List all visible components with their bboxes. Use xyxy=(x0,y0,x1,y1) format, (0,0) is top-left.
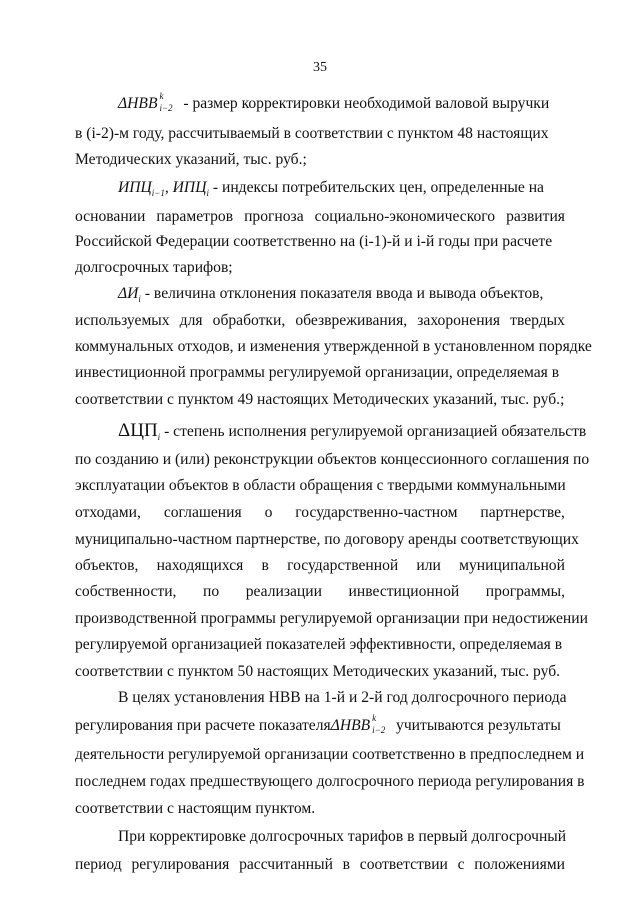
formula-subscript: i xyxy=(157,432,161,442)
formula-superscript: k xyxy=(159,91,164,101)
line-text: - степень исполнения регулируемой организацией обязательств xyxy=(160,423,587,440)
word: в xyxy=(261,557,269,574)
formula-indices xyxy=(157,91,179,113)
word: используемых xyxy=(75,312,170,329)
word: обезвреживания, xyxy=(295,312,408,329)
line-1 xyxy=(118,91,550,114)
formula-delta-nvv xyxy=(118,91,179,113)
word: собственности, xyxy=(75,583,177,600)
word: рассчитанный xyxy=(239,856,333,873)
word: программы, xyxy=(485,583,565,600)
line-text: - размер корректировки необходимой валовой выручки xyxy=(179,95,550,112)
line-6: Российской Федерации соответственно на (i-1)-й и i-й годы при расчете xyxy=(75,233,553,250)
formula-separator: , xyxy=(164,179,173,196)
line-9 xyxy=(75,311,565,331)
word: соответствии xyxy=(359,856,448,873)
line-20: производственной программы регулируемой организации при недостижении xyxy=(75,610,588,627)
word: для xyxy=(179,312,203,329)
line-21: регулируемой организацией показателей эффективности, определяемая в xyxy=(75,636,563,653)
word: партнерстве, xyxy=(480,504,565,521)
formula-subscript: i xyxy=(138,294,141,304)
formula-main: ΔНВВ xyxy=(330,717,371,734)
word: в xyxy=(342,856,351,873)
line-18 xyxy=(75,556,565,576)
word: или xyxy=(416,557,441,574)
word: регулирования xyxy=(131,856,230,873)
line-12: соответствии с пунктом 49 настоящих Методических указаний, тыс. руб.; xyxy=(75,391,565,408)
formula-indices xyxy=(370,713,392,735)
formula-delta-i xyxy=(118,285,141,302)
line-13 xyxy=(118,421,586,447)
word: прогноза xyxy=(244,208,304,225)
formula-main: ΔЦП xyxy=(118,420,158,441)
word: соглашения xyxy=(163,504,242,521)
formula-main: ИПЦ xyxy=(118,179,152,196)
line-19 xyxy=(75,582,565,602)
word: социально-экономического xyxy=(314,208,496,225)
formula-main: ΔНВВ xyxy=(118,95,158,112)
word: период xyxy=(75,856,122,873)
word: обработки, xyxy=(212,312,286,329)
line-26: последнем годах предшествующего долгосрочного периода регулирования в xyxy=(75,773,585,790)
word: отходами, xyxy=(75,504,141,521)
formula-subscript: i−1 xyxy=(151,188,165,198)
word: по xyxy=(203,583,220,600)
line-23: В целях установления НВВ на 1-й и 2-й год долгосрочного периода xyxy=(118,689,567,706)
line-text: - индексы потребительских цен, определенные на xyxy=(208,179,544,196)
formula-ipc xyxy=(118,179,209,196)
line-7: долгосрочных тарифов; xyxy=(75,259,233,276)
line-text: учитываются результаты xyxy=(392,717,561,734)
line-8 xyxy=(118,284,543,309)
page-number: 35 xyxy=(313,60,327,75)
line-text: - величина отклонения показателя ввода и вывода объектов, xyxy=(140,285,544,302)
word: реализации xyxy=(245,583,322,600)
word: основании xyxy=(75,208,146,225)
word: параметров xyxy=(156,208,234,225)
line-16 xyxy=(75,503,565,523)
formula-delta-cp xyxy=(118,420,160,441)
line-3: Методических указаний, тыс. руб.; xyxy=(75,151,307,168)
line-10: коммунальных отходов, и изменения утвержденной в установленном порядке xyxy=(75,338,592,355)
word: государственной xyxy=(287,557,399,574)
line-25: деятельности регулируемой организации соответственно в предпоследнем и xyxy=(75,746,585,763)
word: находящихся xyxy=(156,557,244,574)
formula-subscript: i xyxy=(206,188,209,198)
formula-subscript: i−2 xyxy=(372,725,386,735)
line-14: по созданию и (или) реконструкции объектов концессионного соглашения по xyxy=(75,451,590,468)
line-11: инвестиционной программы регулируемой организации, определяемая в xyxy=(75,364,560,381)
word: муниципальной xyxy=(459,557,565,574)
line-29 xyxy=(75,855,565,875)
line-2: в (i-2)-м году, рассчитываемый в соответствии с пунктом 48 настоящих xyxy=(75,125,549,142)
formula-main: ΔИ xyxy=(118,285,139,302)
word: твердых xyxy=(510,312,565,329)
line-4 xyxy=(118,178,544,203)
line-27: соответствии с настоящим пунктом. xyxy=(75,800,316,817)
word: объектов, xyxy=(75,557,139,574)
line-28: При корректировке долгосрочных тарифов в первый долгосрочный xyxy=(118,828,567,845)
line-15: эксплуатации объектов в области обращения с твердыми коммунальными xyxy=(75,477,566,494)
formula-subscript: i−2 xyxy=(159,103,173,113)
line-text: регулирования при расчете показателя xyxy=(75,717,331,734)
word: развития xyxy=(506,208,565,225)
line-22: соответствии с пунктом 50 настоящих Методических указаний, тыс. руб. xyxy=(75,663,561,680)
word: положениями xyxy=(474,856,565,873)
line-17: муниципально-частном партнерстве, по договору аренды соответствующих xyxy=(75,531,579,548)
word: с xyxy=(457,856,465,873)
formula-main: ИПЦ xyxy=(172,179,207,196)
formula-delta-nvv-inline xyxy=(330,713,392,735)
line-24 xyxy=(75,713,561,736)
word: государственно-частном xyxy=(295,504,458,521)
word: захоронения xyxy=(417,312,501,329)
word: инвестиционной xyxy=(348,583,460,600)
formula-superscript: k xyxy=(372,713,377,723)
word: о xyxy=(264,504,273,521)
line-5 xyxy=(75,207,565,227)
